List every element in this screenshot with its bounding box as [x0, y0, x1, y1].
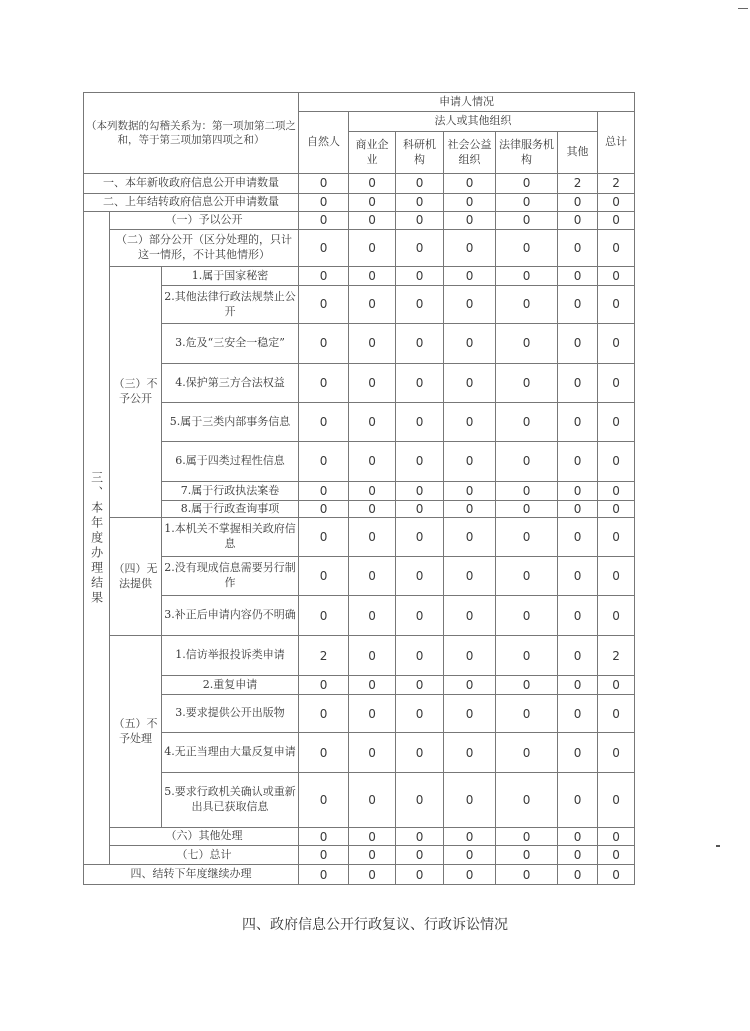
value-cell: 0 — [299, 364, 349, 403]
reason-label: 1.属于国家秘密 — [162, 267, 299, 286]
table-row — [84, 733, 635, 773]
value-cell: 0 — [444, 286, 496, 324]
value-cell: 0 — [349, 695, 396, 733]
value-cell: 0 — [396, 442, 444, 482]
value-cell: 0 — [299, 596, 349, 636]
value-cell: 0 — [444, 557, 496, 596]
value-cell: 0 — [396, 403, 444, 442]
value-cell: 0 — [558, 733, 598, 773]
value-cell: 0 — [598, 846, 635, 865]
value-cell: 0 — [349, 230, 396, 267]
value-cell: 0 — [396, 194, 444, 212]
value-cell: 0 — [444, 676, 496, 695]
value-cell: 0 — [349, 212, 396, 230]
table-row — [84, 846, 635, 865]
value-cell: 0 — [558, 695, 598, 733]
applicant-header: 申请人情况 — [299, 93, 635, 112]
value-cell: 0 — [444, 733, 496, 773]
table-row — [84, 174, 635, 194]
value-cell: 0 — [299, 828, 349, 846]
table-row — [84, 364, 635, 403]
value-cell: 0 — [396, 324, 444, 364]
value-cell: 0 — [558, 286, 598, 324]
value-cell: 0 — [496, 846, 558, 865]
value-cell: 0 — [299, 482, 349, 501]
value-cell: 0 — [496, 733, 558, 773]
value-cell: 0 — [349, 846, 396, 865]
value-cell: 0 — [444, 230, 496, 267]
reason-label: 3.危及“三安全一稳定” — [162, 324, 299, 364]
value-cell: 0 — [558, 230, 598, 267]
value-cell: 0 — [558, 865, 598, 885]
value-cell: 0 — [558, 846, 598, 865]
value-cell: 0 — [349, 636, 396, 676]
value-cell: 0 — [496, 267, 558, 286]
value-cell: 0 — [444, 865, 496, 885]
value-cell: 0 — [444, 267, 496, 286]
reason-label: 4.保护第三方合法权益 — [162, 364, 299, 403]
value-cell: 0 — [349, 865, 396, 885]
value-cell: 0 — [396, 865, 444, 885]
table-row — [84, 212, 635, 230]
value-cell: 0 — [299, 212, 349, 230]
value-cell: 0 — [396, 676, 444, 695]
value-cell: 0 — [558, 324, 598, 364]
value-cell: 0 — [349, 518, 396, 557]
value-cell: 0 — [396, 286, 444, 324]
scan-speck — [716, 845, 720, 847]
value-cell: 0 — [299, 773, 349, 828]
table-row — [84, 695, 635, 733]
value-cell: 0 — [558, 557, 598, 596]
value-cell: 0 — [496, 194, 558, 212]
value-cell: 0 — [496, 212, 558, 230]
value-cell: 2 — [558, 174, 598, 194]
reason-label: 2.重复申请 — [162, 676, 299, 695]
table-row — [84, 501, 635, 518]
value-cell: 0 — [496, 596, 558, 636]
row-label-carry-forward: 四、结转下年度继续办理 — [84, 865, 299, 885]
table-row — [84, 773, 635, 828]
value-cell: 0 — [299, 194, 349, 212]
value-cell: 0 — [299, 267, 349, 286]
value-cell: 0 — [444, 364, 496, 403]
value-cell: 0 — [496, 324, 558, 364]
row-label-other-handling: （六）其他处理 — [110, 828, 299, 846]
group-label-not-disclosed: （三）不予公开 — [110, 267, 162, 518]
value-cell: 0 — [598, 194, 635, 212]
value-cell: 0 — [299, 286, 349, 324]
value-cell: 0 — [496, 482, 558, 501]
reason-label: 1.本机关不掌握相关政府信息 — [162, 518, 299, 557]
value-cell: 0 — [349, 403, 396, 442]
value-cell: 0 — [444, 194, 496, 212]
value-cell: 0 — [444, 174, 496, 194]
value-cell: 0 — [444, 773, 496, 828]
value-cell: 0 — [349, 557, 396, 596]
value-cell: 0 — [349, 267, 396, 286]
value-cell: 0 — [598, 865, 635, 885]
value-cell: 0 — [444, 695, 496, 733]
value-cell: 0 — [558, 773, 598, 828]
value-cell: 0 — [396, 828, 444, 846]
value-cell: 0 — [444, 442, 496, 482]
row-label-partial: （二）部分公开（区分处理的，只计这一情形，不计其他情形） — [110, 230, 299, 267]
value-cell: 0 — [598, 695, 635, 733]
value-cell: 0 — [349, 773, 396, 828]
reason-label: 5.要求行政机关确认或重新出具已获取信息 — [162, 773, 299, 828]
value-cell: 0 — [598, 596, 635, 636]
value-cell: 0 — [444, 403, 496, 442]
value-cell: 0 — [598, 773, 635, 828]
value-cell: 0 — [598, 828, 635, 846]
value-cell: 0 — [349, 482, 396, 501]
value-cell: 0 — [558, 482, 598, 501]
group-label-not-processed: （五）不予处理 — [110, 636, 162, 828]
table-row — [84, 286, 635, 324]
value-cell: 0 — [349, 828, 396, 846]
section-3-label: 三、本年度办理结果 — [84, 212, 110, 865]
value-cell: 0 — [598, 267, 635, 286]
value-cell: 0 — [299, 557, 349, 596]
value-cell: 0 — [558, 267, 598, 286]
value-cell: 0 — [444, 482, 496, 501]
value-cell: 0 — [349, 501, 396, 518]
table-row — [84, 676, 635, 695]
value-cell: 0 — [396, 482, 444, 501]
reason-label: 2.其他法律行政法规禁止公开 — [162, 286, 299, 324]
value-cell: 0 — [444, 501, 496, 518]
value-cell: 0 — [444, 828, 496, 846]
col-header-natural-person: 自然人 — [299, 112, 349, 174]
value-cell: 0 — [496, 518, 558, 557]
value-cell: 0 — [299, 733, 349, 773]
value-cell: 0 — [598, 364, 635, 403]
row-label-carryover-requests: 二、上年结转政府信息公开申请数量 — [84, 194, 299, 212]
value-cell: 0 — [299, 442, 349, 482]
table-row — [84, 482, 635, 501]
reason-label: 3.补正后申请内容仍不明确 — [162, 596, 299, 636]
col-header-legal-service: 法律服务机构 — [496, 132, 558, 174]
value-cell: 0 — [396, 695, 444, 733]
table-row — [84, 865, 635, 885]
value-cell: 0 — [396, 557, 444, 596]
row-label-subtotal: （七）总计 — [110, 846, 299, 865]
table-row — [84, 596, 635, 636]
reason-label: 4.无正当理由大量反复申请 — [162, 733, 299, 773]
reason-label: 6.属于四类过程性信息 — [162, 442, 299, 482]
value-cell: 0 — [598, 733, 635, 773]
value-cell: 0 — [496, 773, 558, 828]
value-cell: 0 — [396, 846, 444, 865]
value-cell: 0 — [299, 676, 349, 695]
value-cell: 0 — [598, 518, 635, 557]
value-cell: 0 — [444, 846, 496, 865]
value-cell: 0 — [396, 518, 444, 557]
value-cell: 0 — [496, 230, 558, 267]
value-cell: 0 — [558, 518, 598, 557]
value-cell: 0 — [299, 518, 349, 557]
value-cell: 0 — [349, 324, 396, 364]
reason-label: 7.属于行政执法案卷 — [162, 482, 299, 501]
value-cell: 0 — [396, 267, 444, 286]
value-cell: 0 — [598, 230, 635, 267]
value-cell: 0 — [349, 174, 396, 194]
value-cell: 0 — [496, 676, 558, 695]
value-cell: 0 — [558, 442, 598, 482]
value-cell: 0 — [496, 174, 558, 194]
row-label-new-requests: 一、本年新收政府信息公开申请数量 — [84, 174, 299, 194]
value-cell: 0 — [349, 286, 396, 324]
value-cell: 0 — [396, 212, 444, 230]
value-cell: 0 — [396, 364, 444, 403]
value-cell: 0 — [558, 364, 598, 403]
value-cell: 0 — [396, 773, 444, 828]
value-cell: 0 — [396, 636, 444, 676]
value-cell: 0 — [558, 194, 598, 212]
value-cell: 0 — [598, 442, 635, 482]
value-cell: 0 — [558, 828, 598, 846]
value-cell: 0 — [598, 676, 635, 695]
value-cell: 0 — [444, 636, 496, 676]
table-row — [84, 518, 635, 557]
col-header-social: 社会公益组织 — [444, 132, 496, 174]
value-cell: 0 — [496, 403, 558, 442]
value-cell: 0 — [496, 865, 558, 885]
value-cell: 0 — [558, 212, 598, 230]
value-cell: 0 — [299, 501, 349, 518]
value-cell: 0 — [496, 695, 558, 733]
value-cell: 0 — [496, 286, 558, 324]
value-cell: 2 — [299, 636, 349, 676]
value-cell: 0 — [558, 596, 598, 636]
value-cell: 0 — [444, 212, 496, 230]
table-row — [84, 267, 635, 286]
value-cell: 0 — [299, 403, 349, 442]
table-row — [84, 636, 635, 676]
reason-label: 5.属于三类内部事务信息 — [162, 403, 299, 442]
value-cell: 0 — [558, 676, 598, 695]
value-cell: 0 — [598, 557, 635, 596]
reason-label: 3.要求提供公开出版物 — [162, 695, 299, 733]
value-cell: 0 — [299, 865, 349, 885]
table-note: （本列数据的勾稽关系为：第一项加第二项之和，等于第三项加第四项之和） — [84, 93, 299, 174]
value-cell: 0 — [496, 501, 558, 518]
table-row — [84, 230, 635, 267]
value-cell: 0 — [598, 324, 635, 364]
value-cell: 0 — [558, 403, 598, 442]
value-cell: 0 — [496, 636, 558, 676]
table-row — [84, 194, 635, 212]
value-cell: 0 — [444, 518, 496, 557]
value-cell: 0 — [598, 403, 635, 442]
value-cell: 0 — [396, 501, 444, 518]
value-cell: 0 — [496, 442, 558, 482]
value-cell: 0 — [598, 286, 635, 324]
value-cell: 0 — [299, 846, 349, 865]
group-label-cannot-provide: （四）无法提供 — [110, 518, 162, 636]
value-cell: 0 — [396, 596, 444, 636]
value-cell: 0 — [444, 324, 496, 364]
value-cell: 0 — [496, 557, 558, 596]
row-label-disclosed: （一）予以公开 — [110, 212, 299, 230]
value-cell: 0 — [396, 733, 444, 773]
value-cell: 0 — [598, 501, 635, 518]
value-cell: 0 — [349, 364, 396, 403]
value-cell: 0 — [299, 324, 349, 364]
value-cell: 0 — [349, 442, 396, 482]
value-cell: 2 — [598, 174, 635, 194]
value-cell: 0 — [349, 194, 396, 212]
col-header-research: 科研机构 — [396, 132, 444, 174]
value-cell: 2 — [598, 636, 635, 676]
value-cell: 0 — [598, 482, 635, 501]
value-cell: 0 — [444, 596, 496, 636]
value-cell: 0 — [598, 212, 635, 230]
value-cell: 0 — [558, 501, 598, 518]
table-row — [84, 557, 635, 596]
value-cell: 0 — [349, 733, 396, 773]
section-heading-review-litigation: 四、政府信息公开行政复议、行政诉讼情况 — [242, 917, 508, 933]
corner-scan-mark — [738, 8, 748, 9]
table-row — [84, 442, 635, 482]
legal-entity-header: 法人或其他组织 — [349, 112, 598, 132]
disclosure-statistics-table — [83, 92, 635, 885]
value-cell: 0 — [396, 230, 444, 267]
table-row — [84, 324, 635, 364]
value-cell: 0 — [299, 695, 349, 733]
table-row — [84, 828, 635, 846]
value-cell: 0 — [496, 364, 558, 403]
value-cell: 0 — [396, 174, 444, 194]
reason-label: 2.没有现成信息需要另行制作 — [162, 557, 299, 596]
value-cell: 0 — [299, 174, 349, 194]
col-header-total: 总计 — [598, 112, 635, 174]
value-cell: 0 — [349, 596, 396, 636]
value-cell: 0 — [299, 230, 349, 267]
reason-label: 1.信访举报投诉类申请 — [162, 636, 299, 676]
reason-label: 8.属于行政查询事项 — [162, 501, 299, 518]
value-cell: 0 — [496, 828, 558, 846]
col-header-commercial: 商业企业 — [349, 132, 396, 174]
value-cell: 0 — [349, 676, 396, 695]
value-cell: 0 — [558, 636, 598, 676]
table-row — [84, 403, 635, 442]
col-header-other: 其他 — [558, 132, 598, 174]
